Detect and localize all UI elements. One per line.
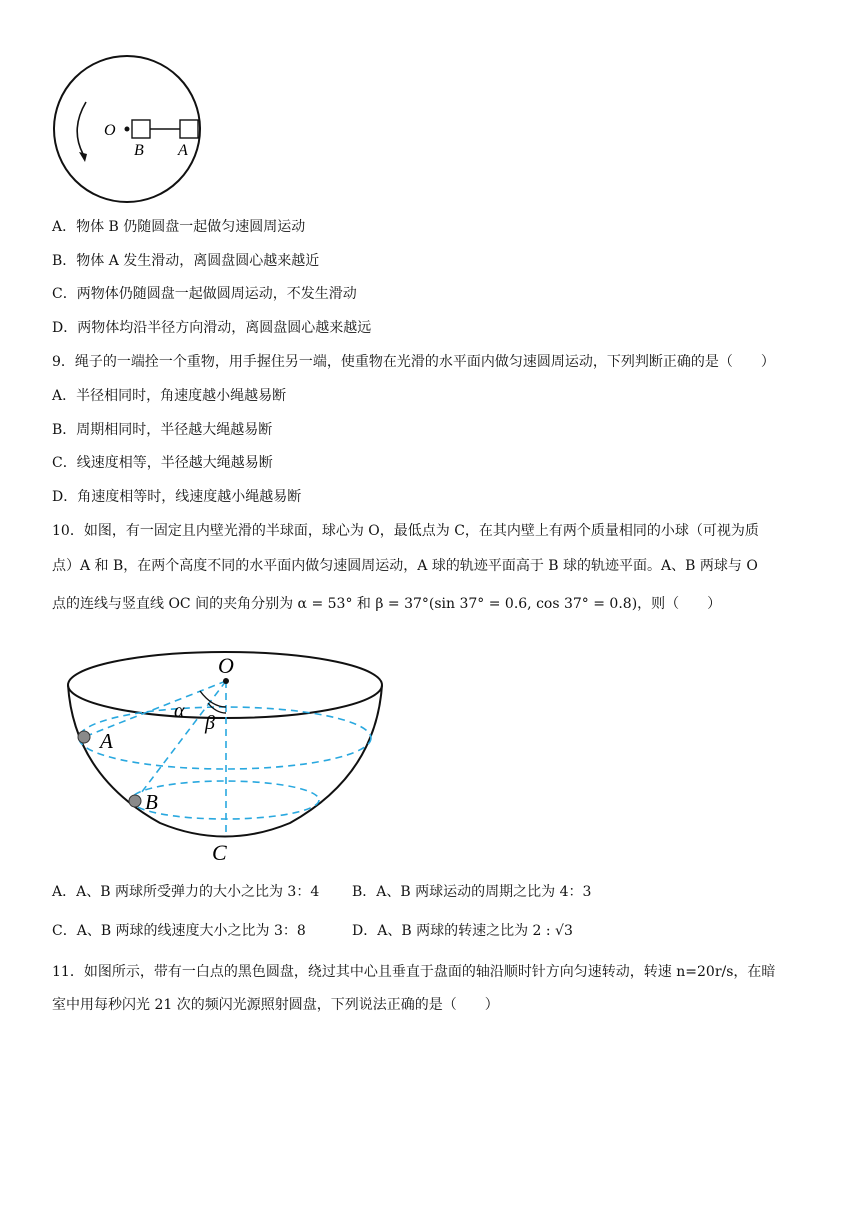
ball-a <box>78 731 90 743</box>
q8-option-b: B．物体 A 发生滑动，离圆盘圆心越来越近 <box>52 253 320 269</box>
label-beta: β <box>205 712 215 734</box>
hemisphere-figure <box>60 645 390 867</box>
label-alpha: α <box>174 700 185 722</box>
q10-stem-line2: 点）A 和 B，在两个高度不同的水平面内做匀速圆周运动，A 球的轨迹平面高于 B 球的轨迹平面。A、B 两球与 O <box>52 558 758 574</box>
q9-option-d: D．角速度相等时，线速度越小绳越易断 <box>52 489 302 505</box>
disk-figure <box>50 54 210 206</box>
orbit-b <box>131 781 319 819</box>
block-b <box>132 120 150 138</box>
label-a: A <box>178 142 188 159</box>
rotation-arrowhead <box>79 152 87 162</box>
label-a: A <box>100 729 113 753</box>
label-c: C <box>212 840 227 865</box>
q8-option-d: D．两物体均沿半径方向滑动，离圆盘圆心越来越远 <box>52 320 372 336</box>
q10-stem-line1: 10．如图，有一固定且内壁光滑的半球面，球心为 O，最低点为 C，在其内壁上有两个质量相同的小球（可视为质 <box>52 523 759 539</box>
q9-option-c: C．线速度相等，半径越大绳越易断 <box>52 455 273 471</box>
q10-stem-line3: 点的连线与竖直线 OC 间的夹角分别为 α = 53° 和 β = 37°(sin 37° = 0.6, cos 37° = 0.8)，则（ ） <box>52 596 722 612</box>
ball-b <box>129 795 141 807</box>
q10-option-b: B．A、B 两球运动的周期之比为 4：3 <box>352 884 592 900</box>
label-b: B <box>134 142 144 159</box>
label-b: B <box>145 790 158 814</box>
q11-stem-line2: 室中用每秒闪光 21 次的频闪光源照射圆盘，下列说法正确的是（ ） <box>52 997 499 1013</box>
q10-option-d: D．A、B 两球的转速之比为 2 : √3 <box>352 923 573 939</box>
label-o: O <box>104 122 116 139</box>
q10-option-a: A．A、B 两球所受弹力的大小之比为 3：4 <box>52 884 320 900</box>
block-a <box>180 120 198 138</box>
q8-option-a: A．物体 B 仍随圆盘一起做匀速圆周运动 <box>52 219 306 235</box>
q11-stem-line1: 11．如图所示，带有一白点的黑色圆盘，绕过其中心且垂直于盘面的轴沿顺时针方向匀速转动，转速 n=20r/s，在暗 <box>52 964 776 980</box>
q9-option-a: A．半径相同时，角速度越小绳越易断 <box>52 388 287 404</box>
q9-option-b: B．周期相同时，半径越大绳越易断 <box>52 422 273 438</box>
orbit-a <box>79 707 371 769</box>
q10-option-c: C．A、B 两球的线速度大小之比为 3：8 <box>52 923 306 939</box>
q8-option-c: C．两物体仍随圆盘一起做圆周运动，不发生滑动 <box>52 286 357 302</box>
rotation-arrow <box>77 102 86 154</box>
q9-stem: 9．绳子的一端拴一个重物，用手握住另一端，使重物在光滑的水平面内做匀速圆周运动，下列判断正确的是（ ） <box>52 354 775 370</box>
label-o: O <box>218 653 234 678</box>
angle-alpha-arc <box>200 691 226 707</box>
center-point-o <box>125 127 130 132</box>
center-point-o <box>223 678 229 684</box>
